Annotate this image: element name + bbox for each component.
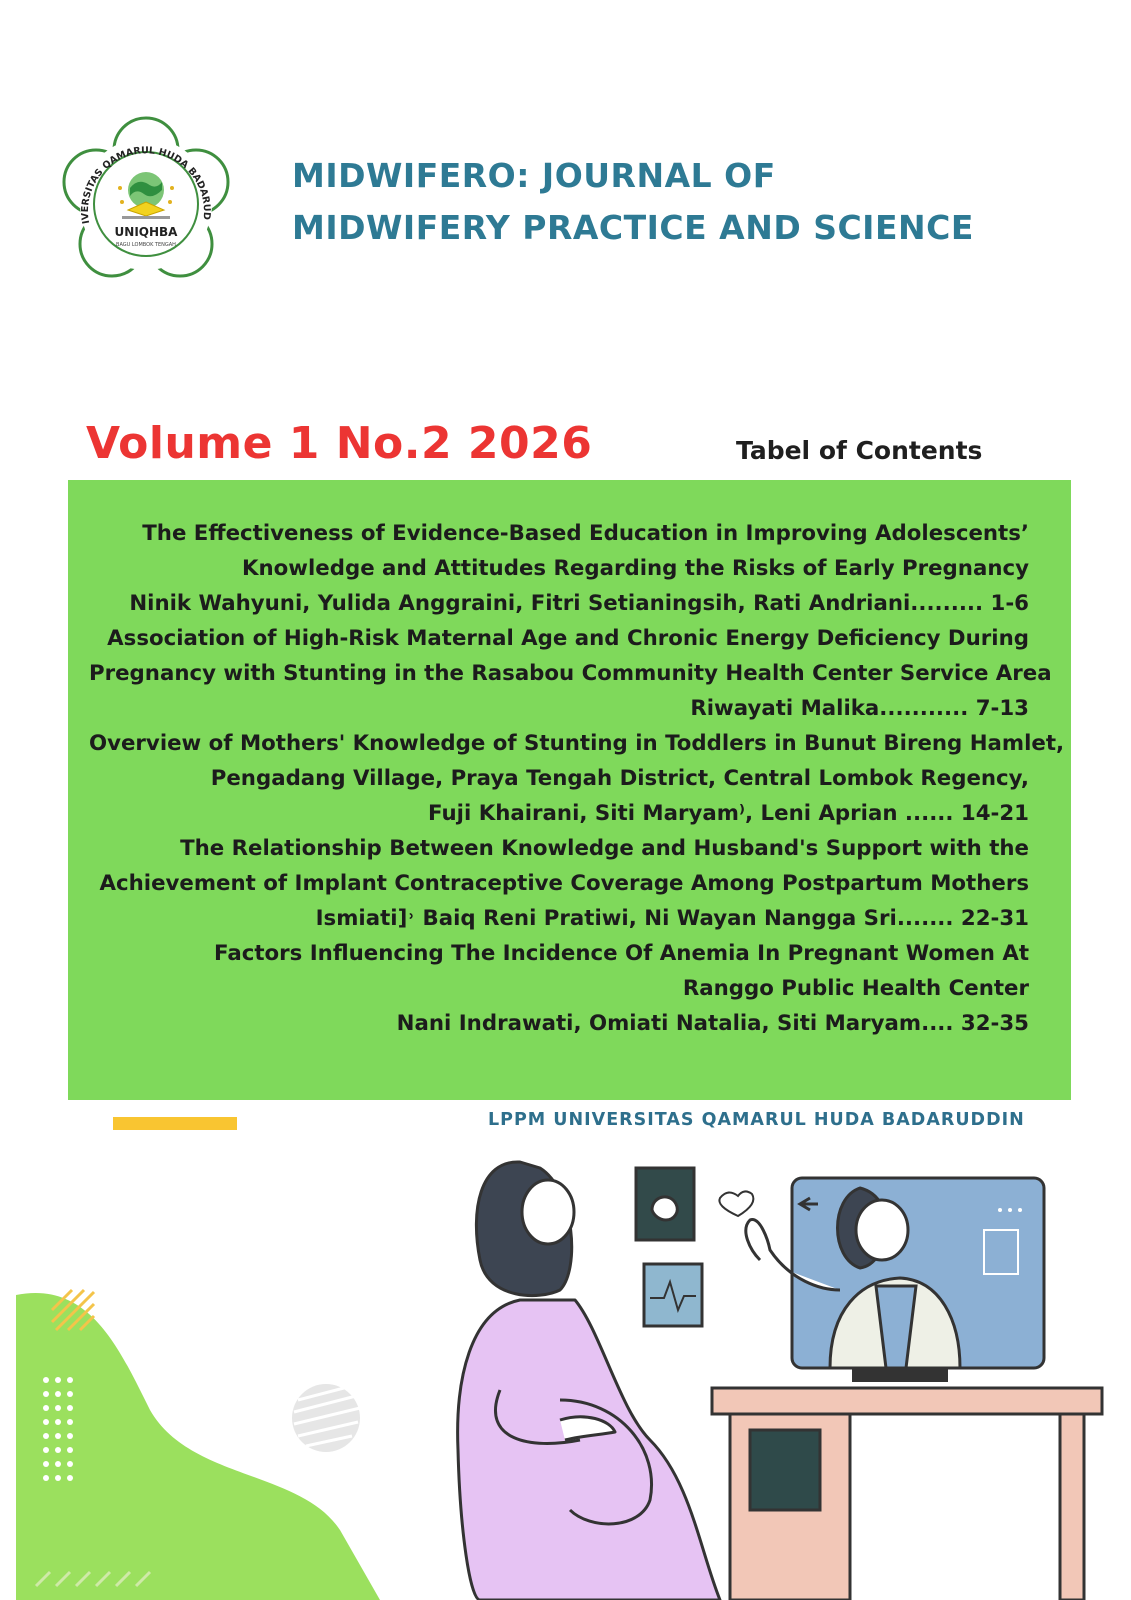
toc-line: Fuji Khairani, Siti Maryam⁾, Leni Aprian ...... 14-21 [428,801,1029,826]
logo-location: BAGU LOMBOK TENGAH [116,242,176,248]
toc-line: The Relationship Between Knowledge and Husband's Support with the [180,836,1029,861]
ultrasound-screen [636,1168,694,1240]
volume-label: Volume 1 No.2 2026 [86,418,593,469]
toc-line: Pengadang Village, Praya Tengah District, Central Lombok Regency, [210,766,1029,791]
toc-line: Ranggo Public Health Center [682,976,1029,1001]
toc-line: Knowledge and Attitudes Regarding the Risks of Early Pregnancy [241,556,1029,581]
toc-line: Factors Influencing The Incidence Of Anemia In Pregnant Women At [214,941,1029,966]
toc-line: Riwayati Malika........... 7-13 [690,696,1029,721]
toc-line: Overview of Mothers' Knowledge of Stunting in Toddlers in Bunut Bireng Hamlet, [89,731,1065,756]
toc-line: The Effectiveness of Evidence-Based Education in Improving Adolescents’ [142,521,1029,546]
toc-list [89,516,1065,1041]
toc-line: Pregnancy with Stunting in the Rasabou Community Health Center Service Area [89,661,1052,686]
university-logo [56,112,236,292]
journal-title-line2: MIDWIFERY PRACTICE AND SCIENCE [292,208,974,247]
journal-title [292,150,974,254]
journal-title-line1: MIDWIFERO: JOURNAL OF [292,156,776,195]
monitor-base [852,1368,948,1382]
table-of-contents [68,480,1071,1100]
heart-icon [719,1191,753,1216]
doctor-on-screen [746,1178,1044,1368]
logo-acronym: UNIQHBA [114,225,178,239]
accent-bar [113,1117,237,1130]
heart-monitor-screen [644,1264,702,1326]
toc-line: Achievement of Implant Contraceptive Coverage Among Postpartum Mothers [99,871,1029,896]
toc-line: Ninik Wahyuni, Yulida Anggraini, Fitri Setianingsih, Rati Andriani......... 1-6 [129,591,1029,616]
logo-arc-text: IVERSITAS QAMARUL HUDA BADARUD [79,145,213,225]
toc-line: Ismiati]˒ Baiq Reni Pratiwi, Ni Wayan Nangga Sri....... 22-31 [315,906,1029,931]
desk [712,1388,1102,1600]
toc-line: Nani Indrawati, Omiati Natalia, Siti Maryam.... 32-35 [396,1011,1029,1036]
pregnancy-telehealth-illustration [0,1150,1131,1600]
toc-heading: Tabel of Contents [736,436,983,465]
toc-line: Association of High-Risk Maternal Age and Chronic Energy Deficiency During [107,626,1029,651]
publisher-label: LPPM UNIVERSITAS QAMARUL HUDA BADARUDDIN [488,1110,1025,1130]
